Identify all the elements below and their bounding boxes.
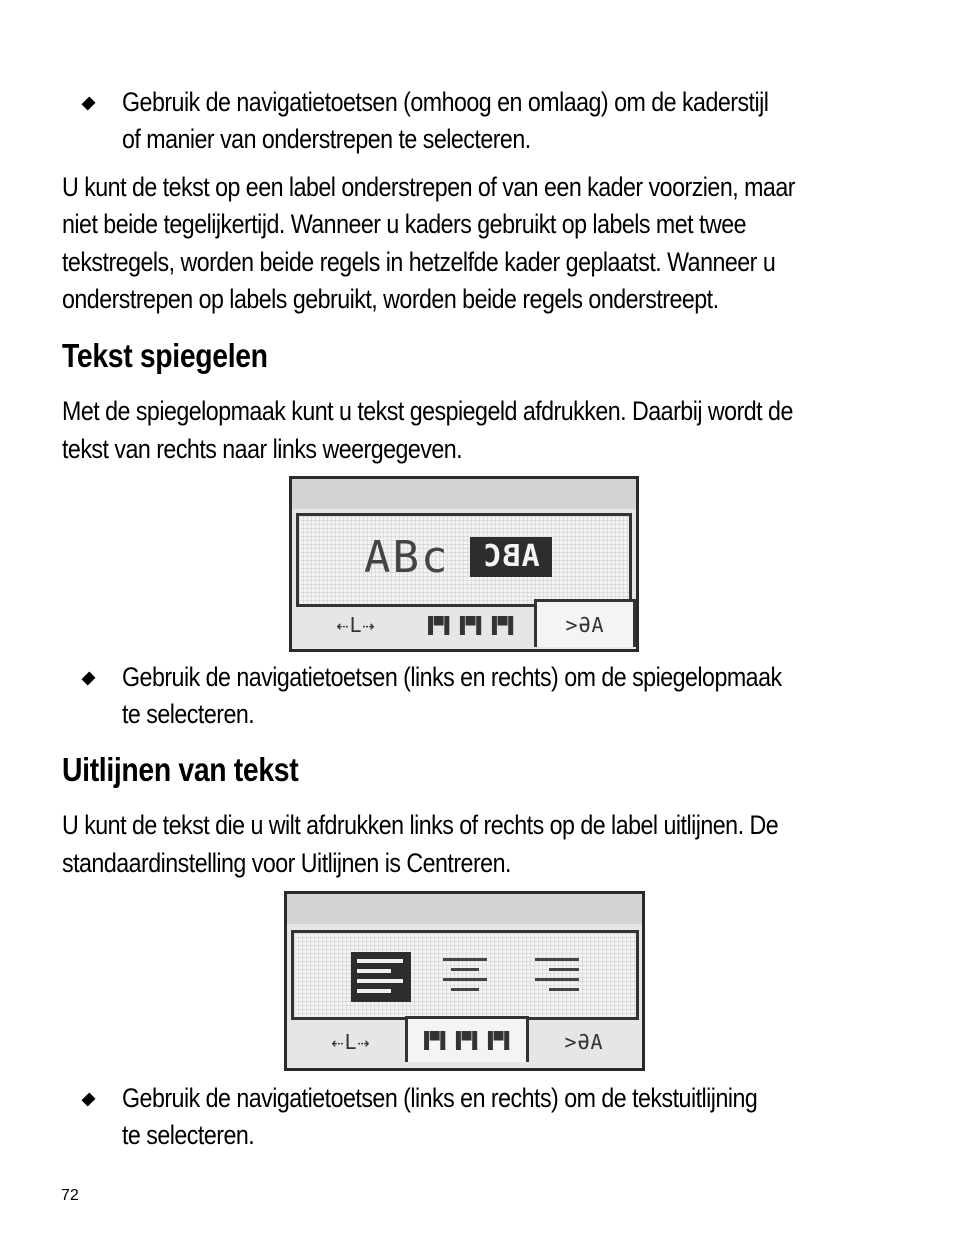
align-center-icon — [443, 956, 487, 996]
paragraph-line: tekstregels, worden beide regels in hetzelfde kader geplaatst. Wanneer u — [62, 247, 776, 277]
mirror-icon-text: ABC — [482, 539, 540, 574]
lcd-top-bar — [292, 479, 636, 509]
tab-font-size[interactable]: ⇠L⇢ — [336, 613, 376, 637]
bullet-diamond-icon — [81, 671, 95, 685]
lcd-main-text: ABc — [364, 532, 450, 583]
bullet-line: te selecteren. — [122, 1120, 255, 1150]
align-left-selected-icon — [351, 952, 411, 1002]
paragraph-line: U kunt de tekst op een label onderstrepen of van een kader voorzien, maar — [62, 172, 795, 202]
bullet-diamond-icon — [81, 1092, 95, 1106]
bullet-line: Gebruik de navigatietoetsen (links en rechts) om de spiegelopmaak — [122, 662, 782, 692]
tab-mirror[interactable]: >ƏA — [564, 1030, 604, 1054]
paragraph-line: niet beide tegelijkertijd. Wanneer u kaders gebruikt op labels met twee — [62, 209, 747, 239]
lcd-screen-alignment — [284, 891, 645, 1071]
paragraph-line: standaardinstelling voor Uitlijnen is Centreren. — [62, 848, 511, 878]
align-right-icon — [535, 956, 579, 996]
tab-alignment[interactable]: ▐▀▌▐▀▌▐▀▌ — [405, 1016, 529, 1062]
lcd-display-area — [296, 513, 632, 607]
paragraph-line: Met de spiegelopmaak kunt u tekst gespiegeld afdrukken. Daarbij wordt de — [62, 396, 793, 426]
bullet-line: Gebruik de navigatietoetsen (omhoog en omlaag) om de kaderstijl — [122, 87, 769, 117]
tab-mirror[interactable]: >ƏA — [534, 599, 636, 647]
mirror-selected-icon — [470, 537, 552, 577]
lcd-top-bar — [287, 894, 642, 924]
bullet-line: te selecteren. — [122, 699, 255, 729]
paragraph-line: onderstrepen op labels gebruikt, worden beide regels onderstreept. — [62, 284, 719, 314]
section-heading: Tekst spiegelen — [62, 337, 268, 374]
paragraph-line: U kunt de tekst die u wilt afdrukken links of rechts op de label uitlijnen. De — [62, 810, 779, 840]
section-heading: Uitlijnen van tekst — [62, 751, 299, 788]
page-number: 72 — [61, 1187, 79, 1204]
tab-alignment[interactable]: ▐▀▌▐▀▌▐▀▌ — [423, 615, 519, 635]
bullet-line: Gebruik de navigatietoetsen (links en rechts) om de tekstuitlijning — [122, 1083, 758, 1113]
lcd-screen-mirror — [289, 476, 639, 652]
paragraph-line: tekst van rechts naar links weergegeven. — [62, 434, 463, 464]
bullet-line: of manier van onderstrepen te selecteren. — [122, 124, 531, 154]
tab-font-size[interactable]: ⇠L⇢ — [331, 1030, 371, 1054]
bullet-diamond-icon — [81, 96, 95, 110]
